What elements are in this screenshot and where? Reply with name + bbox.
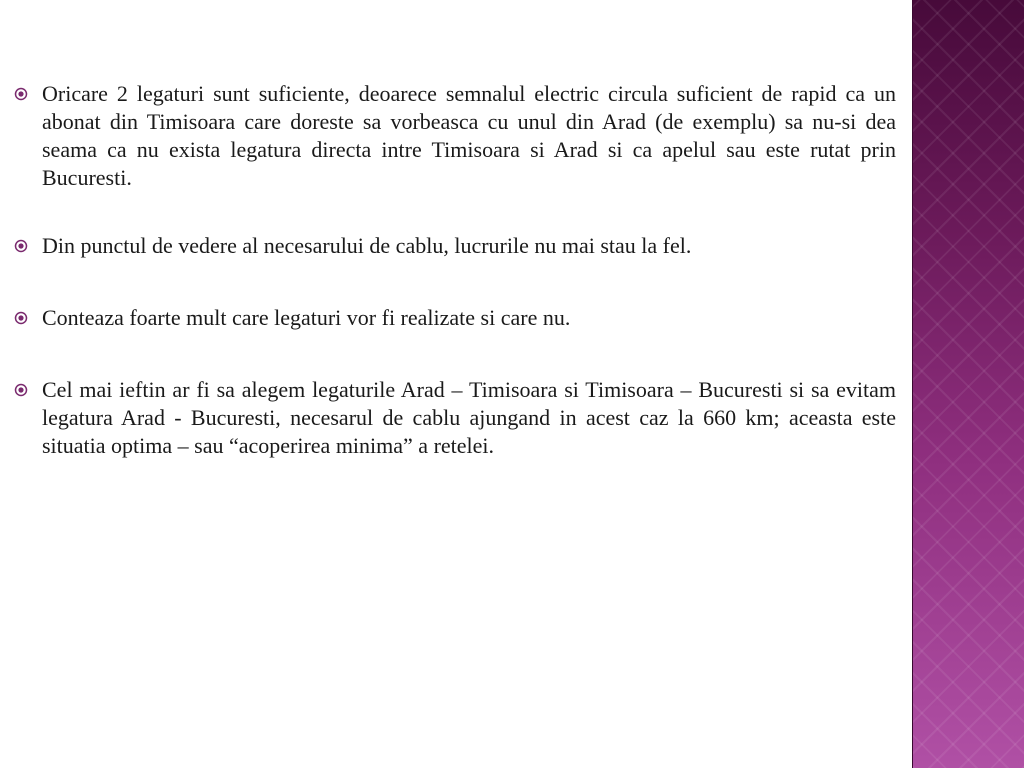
circle-dot-icon bbox=[14, 311, 28, 325]
decorative-side-panel bbox=[912, 0, 1024, 768]
bullet-text: Conteaza foarte mult care legaturi vor fi realizate si care nu. bbox=[42, 305, 571, 330]
bullet-text: Din punctul de vedere al necesarului de cablu, lucrurile nu mai stau la fel. bbox=[42, 233, 692, 258]
bullet-item-3 bbox=[14, 304, 896, 332]
circle-dot-icon bbox=[14, 87, 28, 101]
bullet-item-4 bbox=[14, 376, 896, 460]
bullet-text: Cel mai ieftin ar fi sa alegem legaturile Arad – Timisoara si Timisoara – Bucuresti si sa evitam legatura Arad - Bucuresti, necesarul de cablu ajungand in acest caz la 660 km; aceasta este situatia optima – sau “acoperirea minima” a retelei. bbox=[42, 377, 896, 458]
slide-body bbox=[14, 80, 896, 500]
circle-dot-icon bbox=[14, 383, 28, 397]
bullet-list bbox=[14, 80, 896, 460]
bullet-item-1 bbox=[14, 80, 896, 192]
bullet-text: Oricare 2 legaturi sunt suficiente, deoarece semnalul electric circula suficient de rapid ca un abonat din Timisoara care doreste sa vorbeasca cu unul din Arad (de exemplu) sa nu-si dea seama ca nu exista legatura directa intre Timisoara si Arad si ca apelul sau este rutat prin Bucuresti. bbox=[42, 81, 896, 190]
circle-dot-icon bbox=[14, 239, 28, 253]
bullet-item-2 bbox=[14, 232, 896, 260]
